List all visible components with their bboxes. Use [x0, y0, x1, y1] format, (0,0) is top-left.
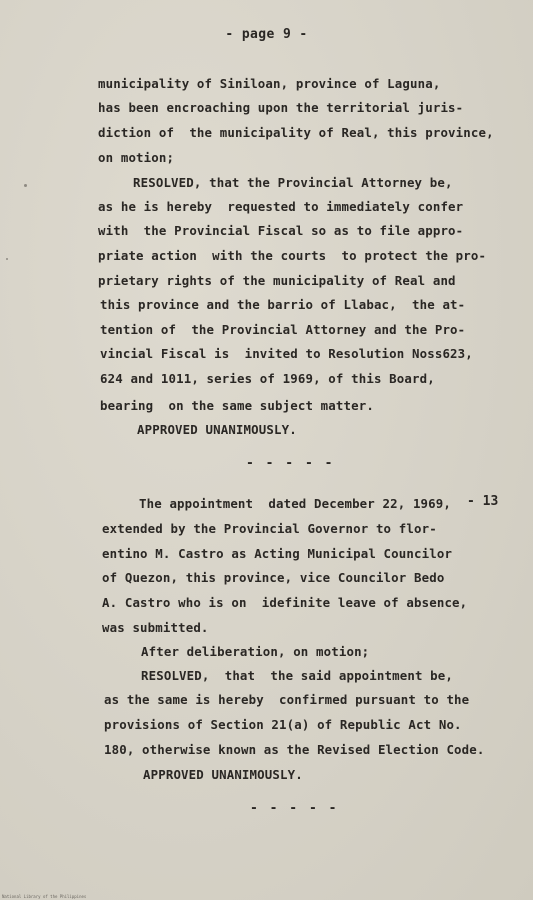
text-line: was submitted. — [102, 620, 209, 635]
text-line: has been encroaching upon the territorial juris- — [98, 100, 464, 115]
text-line: prietary rights of the municipality of Real and — [98, 273, 456, 288]
text-line: After deliberation, on motion; — [141, 644, 370, 659]
text-line: tention of the Provincial Attorney and the Pro- — [100, 322, 466, 337]
text-line: provisions of Section 21(a) of Republic Act No. — [104, 717, 462, 732]
text-line: bearing on the same subject matter. — [100, 398, 374, 413]
text-line: 180, otherwise known as the Revised Election Code. — [104, 742, 485, 757]
approved-line: APPROVED UNANIMOUSLY. — [137, 422, 297, 437]
separator: - - - - - — [250, 801, 339, 816]
text-line: priate action with the courts to protect the pro- — [98, 248, 487, 263]
page-number: - page 9 - — [225, 27, 308, 42]
text-line: as he is hereby requested to immediately confer — [98, 199, 464, 214]
paper-speck — [24, 184, 27, 187]
text-line: The appointment dated December 22, 1969, — [139, 496, 452, 511]
text-line: municipality of Siniloan, province of Laguna, — [98, 76, 441, 91]
text-line: 624 and 1011, series of 1969, of this Board, — [100, 371, 435, 386]
footer-text: National Library of the Philippines — [2, 894, 87, 899]
text-line: vincial Fiscal is invited to Resolution Noss623, — [100, 346, 473, 361]
separator: - - - - - — [246, 456, 335, 471]
margin-note: - 13 — [467, 494, 499, 509]
text-line: of Quezon, this province, vice Councilor Bedo — [102, 570, 445, 585]
text-line: extended by the Provincial Governor to flor- — [102, 521, 437, 536]
paper-speck — [6, 258, 8, 260]
text-line: as the same is hereby confirmed pursuant to the — [104, 692, 470, 707]
approved-line: APPROVED UNANIMOUSLY. — [143, 767, 303, 782]
text-line: diction of the municipality of Real, this province, — [98, 125, 494, 140]
text-line: this province and the barrio of Llabac, the at- — [100, 297, 466, 312]
text-line: entino M. Castro as Acting Municipal Councilor — [102, 546, 453, 561]
text-line: RESOLVED, that the Provincial Attorney be, — [133, 175, 453, 190]
text-line: with the Provincial Fiscal so as to file appro- — [98, 223, 464, 238]
text-line: RESOLVED, that the said appointment be, — [141, 668, 454, 683]
text-line: on motion; — [98, 150, 175, 165]
text-line: A. Castro who is on idefinite leave of absence, — [102, 595, 468, 610]
